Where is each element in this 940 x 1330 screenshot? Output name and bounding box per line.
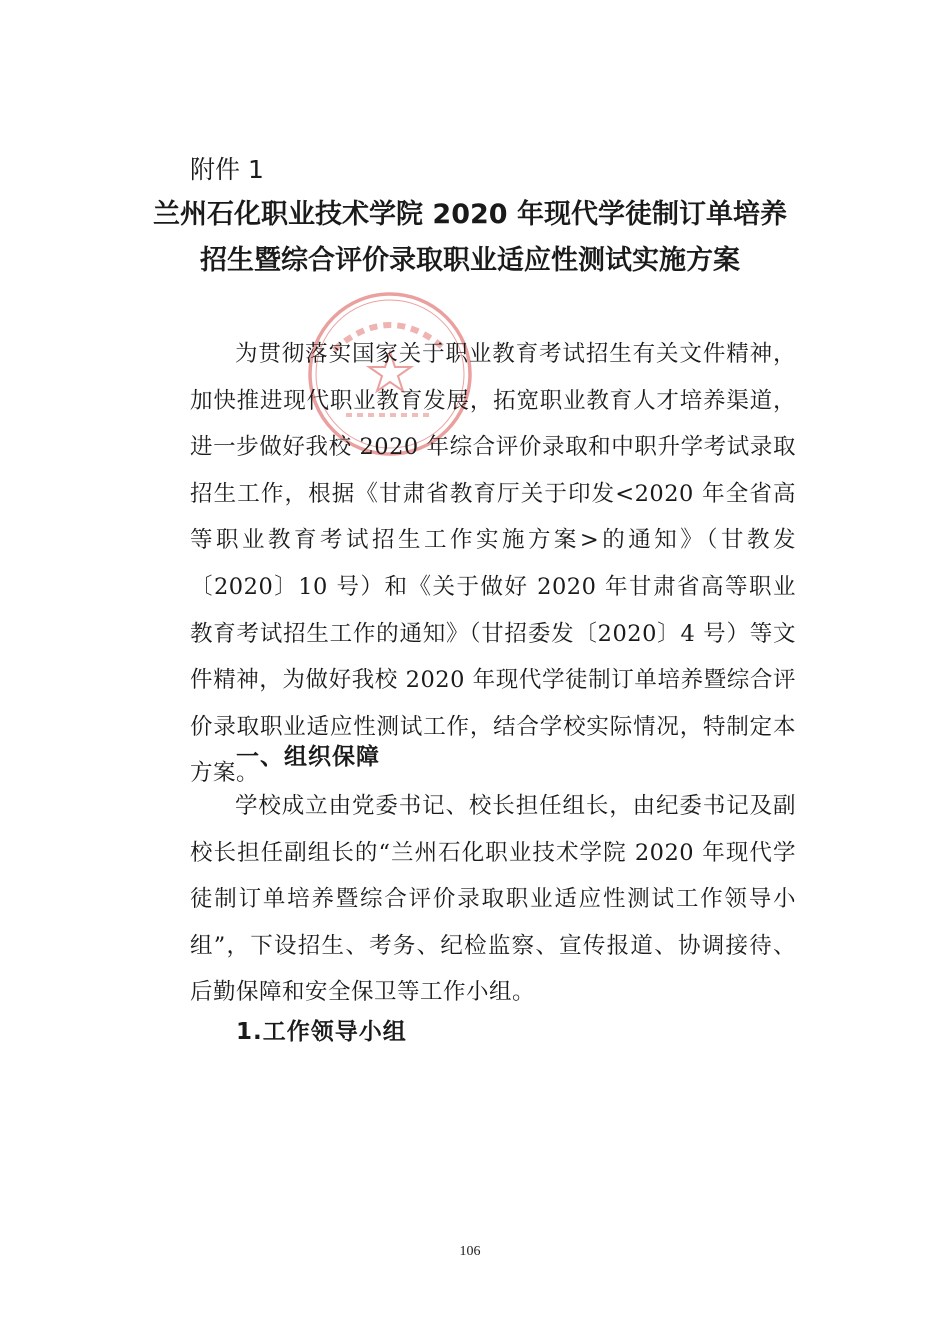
page-number: 106: [459, 1244, 481, 1259]
document-title-line-1: 兰州石化职业技术学院 2020 年现代学徒制订单培养: [153, 199, 787, 230]
attachment-label: 附件 1: [190, 155, 264, 184]
document-title-line-2: 招生暨综合评价录取职业适应性测试实施方案: [200, 245, 740, 276]
organization-paragraph: 学校成立由党委书记、校长担任组长，由纪委书记及副校长担任副组长的“兰州石化职业技术学院 2020 年现代学徒制订单培养暨综合评价录取职业适应性测试工作领导小组”，下设招生、考务、纪检监察、宣传报道、协调接待、后勤保障和安全保卫等工作小组。: [190, 793, 796, 1006]
section-heading-organization: 一、组织保障: [236, 744, 380, 770]
subsection-heading-leadership: 1.工作领导小组: [236, 1019, 407, 1045]
intro-paragraph: 为贯彻落实国家关于职业教育考试招生有关文件精神，加快推进现代职业教育发展，拓宽职业教育人才培养渠道，进一步做好我校 2020 年综合评价录取和中职升学考试录取招生工作，根据《甘肃省教育厅关于印发<2020 年全省高等职业教育考试招生工作实施方案>的通知》（甘教发〔2020〕10 号）和《关于做好 2020 年甘肃省高等职业教育考试招生工作的通知》（甘招委发〔2020〕4 号）等文件精神，为做好我校 2020 年现代学徒制订单培养暨综合评价录取职业适应性测试工作，结合学校实际情况，特制定本方案。: [190, 341, 796, 787]
